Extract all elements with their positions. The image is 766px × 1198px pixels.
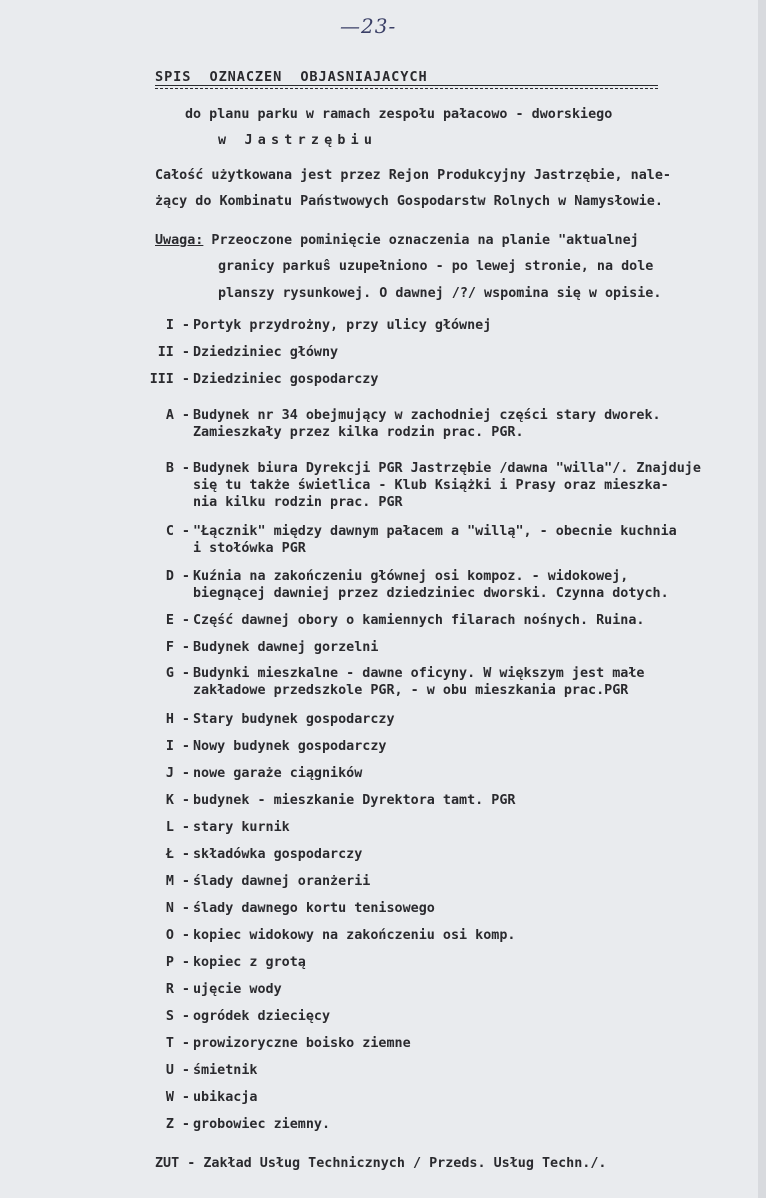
legend-description: ślady dawnego kortu tenisowego [193,901,435,916]
legend-description: Dziedziniec gospodarczy [193,372,379,387]
legend-key: U - [165,1063,190,1078]
legend-description: Budynek dawnej gorzelni [193,640,379,655]
legend-key: A - [165,408,190,423]
legend-description: nowe garaże ciągników [193,766,363,781]
legend-description: Portyk przydrożny, przy ulicy głównej [193,318,492,333]
legend-key: G - [165,666,190,681]
legend-key: Z - [165,1117,190,1132]
note-line-3: planszy rysunkowej. O dawnej /?/ wspomina się w opisie. [218,286,662,301]
legend-key: T - [165,1036,190,1051]
legend-description: Nowy budynek gospodarczy [193,739,387,754]
legend-key: N - [165,901,190,916]
legend-description: składówka gospodarczy [193,847,363,862]
intro-line-1: Całość użytkowana jest przez Rejon Produkcyjny Jastrzębie, nale- [155,168,671,183]
legend-description: nia kilku rodzin prac. PGR [193,495,403,510]
legend-key: B - [165,461,190,476]
legend-description: kopiec widokowy na zakończeniu osi komp. [193,928,516,943]
legend-key: Ł - [165,847,190,862]
legend-key: J - [165,766,190,781]
legend-description: "Łącznik" między dawnym pałacem a "willą", - obecnie kuchnia [193,524,677,539]
legend-key: I - [165,318,190,333]
legend-key: R - [165,982,190,997]
intro-line-2: żący do Kombinatu Państwowych Gospodarstw Rolnych w Namysłowie. [155,194,663,209]
legend-description: Dziedziniec główny [193,345,339,360]
legend-description: śmietnik [193,1063,258,1078]
legend-key: D - [165,569,190,584]
legend-description: Stary budynek gospodarczy [193,712,395,727]
legend-key: M - [165,874,190,889]
legend-key: II - [157,345,190,360]
legend-description: Budynek nr 34 obejmujący w zachodniej części stary dworek. [193,408,661,423]
legend-description: biegnącej dawniej przez dziedziniec dworski. Czynna dotych. [193,586,669,601]
footer-note: ZUT - Zakład Usług Technicznych / Przeds. Usług Techn./. [155,1156,607,1171]
legend-description: i stołówka PGR [193,541,306,556]
legend-description: ubikacja [193,1090,258,1105]
legend-description: zakładowe przedszkole PGR, - w obu mieszkania prac.PGR [193,683,629,698]
legend-key: L - [165,820,190,835]
page-edge [758,0,766,1198]
legend-key: P - [165,955,190,970]
legend-description: ogródek dziecięcy [193,1009,331,1024]
title-underline [155,85,658,86]
legend-description: Zamieszkały przez kilka rodzin prac. PGR. [193,425,524,440]
legend-key: I - [165,739,190,754]
subtitle-line-1: do planu parku w ramach zespołu pałacowo - dworskiego [185,107,613,122]
legend-key: F - [165,640,190,655]
legend-key: S - [165,1009,190,1024]
legend-key: O - [165,928,190,943]
title-underline-dashed [155,88,658,89]
legend-description: grobowiec ziemny. [193,1117,331,1132]
legend-key: H - [165,712,190,727]
legend-key: III - [149,372,190,387]
legend-description: Część dawnej obory o kamiennych filarach nośnych. Ruina. [193,613,645,628]
note-line-1 [155,232,639,250]
page-number: —23- [340,14,397,38]
note-line-2: granicy parkuŝ uzupełniono - po lewej stronie, na dole [218,259,654,274]
subtitle-line-2: w Jastrzębiu [218,133,378,148]
legend-key: W - [165,1090,190,1105]
note-label: Uwaga: [155,233,204,248]
legend-description: Budynek biura Dyrekcji PGR Jastrzębie /dawna "willa"/. Znajduje [193,461,701,476]
legend-description: stary kurnik [193,820,290,835]
legend-key: C - [165,524,190,539]
legend-description: ślady dawnej oranżerii [193,874,371,889]
document-title: SPIS OZNACZEN OBJASNIAJACYCH [155,69,428,85]
legend-description: prowizoryczne boisko ziemne [193,1036,411,1051]
legend-description: się tu także świetlica - Klub Książki i Prasy oraz mieszka- [193,478,669,493]
legend-description: ujęcie wody [193,982,282,997]
legend-key: K - [165,793,190,808]
legend-description: budynek - mieszkanie Dyrektora tamt. PGR [193,793,516,808]
legend-description: kopiec z grotą [193,955,306,970]
legend-key: E - [165,613,190,628]
note-text-1: Przeoczone pominięcie oznaczenia na planie "aktualnej [203,233,639,248]
legend-description: Kuźnia na zakończeniu głównej osi kompoz. - widokowej, [193,569,629,584]
legend-description: Budynki mieszkalne - dawne oficyny. W większym jest małe [193,666,645,681]
